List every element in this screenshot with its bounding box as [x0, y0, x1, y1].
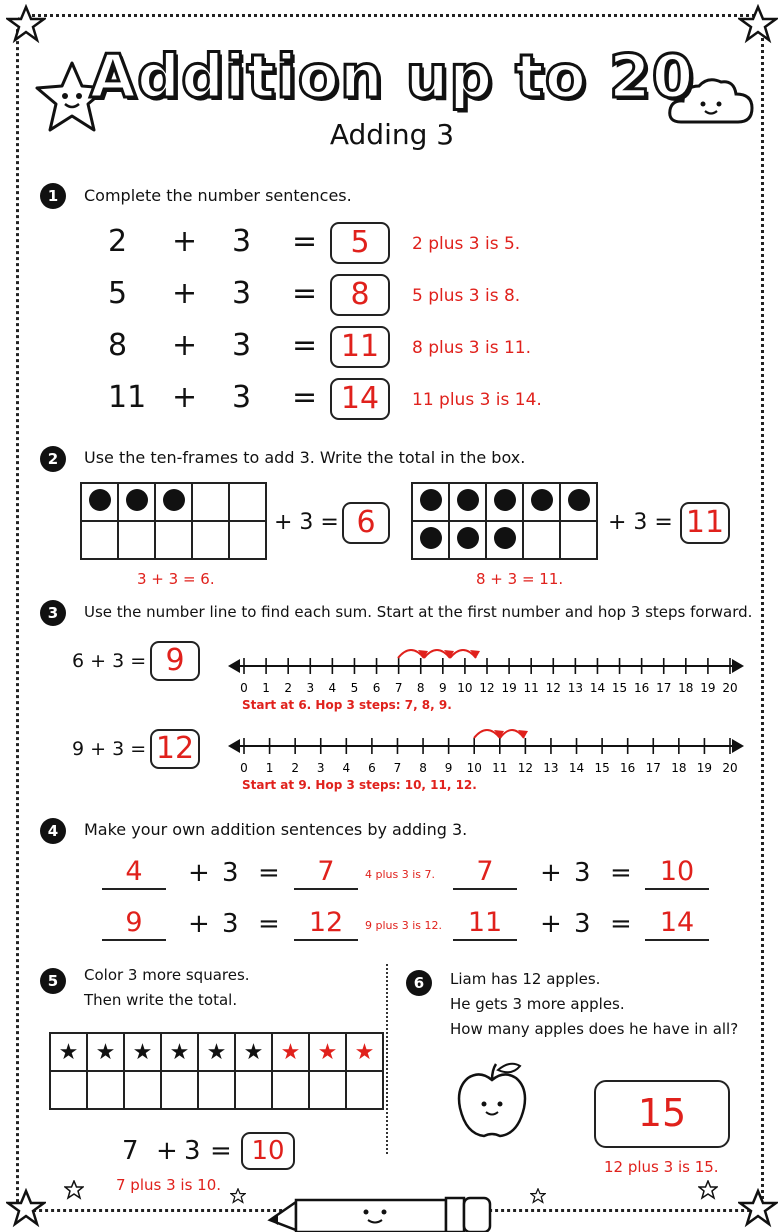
- blank-sum[interactable]: 14: [645, 907, 709, 941]
- equals-sign: =: [610, 909, 632, 939]
- number-line-label: 7: [393, 761, 402, 775]
- number-line-label: 19: [501, 681, 517, 695]
- number-line-label: 1: [262, 681, 270, 695]
- number-line-label: 18: [678, 681, 694, 695]
- section-5-badge: 5: [40, 968, 66, 994]
- black-star-icon: ★: [50, 1033, 87, 1071]
- ten-frame-note: 3 + 3 = 6.: [137, 570, 215, 588]
- red-star-icon[interactable]: ★: [272, 1033, 309, 1071]
- equals-sign: =: [258, 858, 280, 888]
- blank-sum[interactable]: 7: [294, 856, 358, 890]
- plus-sign: +: [172, 224, 198, 259]
- number-line-label: 2: [284, 681, 293, 695]
- addend-a: 11: [108, 380, 147, 415]
- small-star-icon: [698, 1180, 718, 1200]
- section-3-instruction: Use the number line to find each sum. Start at the first number and hop 3 steps forward.: [84, 603, 753, 621]
- corner-star-icon: [738, 4, 778, 44]
- ten-frame: [80, 482, 267, 560]
- plus-sign: +: [188, 909, 210, 939]
- number-line-label: 19: [696, 761, 713, 775]
- page-subtitle: Adding 3: [329, 118, 455, 151]
- addend-three: 3: [574, 909, 591, 939]
- number-line-label: 12: [545, 681, 561, 695]
- blank-sum[interactable]: 12: [294, 907, 358, 941]
- section-5-instruction-2: Then write the total.: [84, 991, 238, 1009]
- equals-sign: =: [210, 1136, 232, 1166]
- section-6-badge: 6: [406, 970, 432, 996]
- number-line-label: 4: [342, 761, 351, 775]
- ten-frame-expression: + 3 =: [608, 510, 673, 535]
- addend-b: 3: [232, 276, 252, 311]
- number-line-label: 17: [656, 681, 672, 695]
- addend-a: 2: [108, 224, 128, 259]
- number-line-label: 3: [306, 681, 315, 695]
- equals-sign: =: [292, 224, 318, 259]
- ten-frame-note: 8 + 3 = 11.: [476, 570, 564, 588]
- page-title: Addition up to 20: [89, 42, 695, 112]
- number-line-answer-box[interactable]: 12: [150, 729, 200, 769]
- answer-box[interactable]: 11: [330, 326, 390, 368]
- sentence-note: 4 plus 3 is 7.: [365, 868, 436, 881]
- number-line-expression: 9 + 3 =: [72, 738, 147, 760]
- number-line-label: 3: [316, 761, 325, 775]
- small-star-icon: [230, 1188, 246, 1204]
- section-divider: [386, 964, 388, 1154]
- section-2-instruction: Use the ten-frames to add 3. Write the total in the box.: [84, 448, 526, 467]
- addend-three: 3: [222, 858, 239, 888]
- section-4-badge: 4: [40, 818, 66, 844]
- black-star-icon: ★: [161, 1033, 198, 1071]
- equals-sign: =: [258, 909, 280, 939]
- number-line-label: 20: [722, 761, 738, 775]
- equals-sign: =: [610, 858, 632, 888]
- plus-sign: +: [156, 1136, 178, 1166]
- number-line-label: 20: [722, 681, 738, 695]
- answer-box[interactable]: 14: [330, 378, 390, 420]
- plus-sign: +: [540, 858, 562, 888]
- section-2-badge: 2: [40, 446, 66, 472]
- expr-a: 7: [122, 1136, 139, 1166]
- corner-star-icon: [6, 1188, 46, 1228]
- number-line-label: 8: [419, 761, 427, 775]
- number-line-label: 16: [633, 681, 650, 695]
- number-line-label: 13: [543, 761, 559, 775]
- number-line-label: 16: [620, 761, 636, 775]
- corner-star-icon: [6, 4, 46, 44]
- plus-sign: +: [172, 276, 198, 311]
- black-star-icon: ★: [198, 1033, 235, 1071]
- number-line-label: 18: [671, 761, 687, 775]
- red-star-icon[interactable]: ★: [309, 1033, 346, 1071]
- red-star-icon[interactable]: ★: [346, 1033, 383, 1071]
- number-line-label: 9: [444, 761, 453, 775]
- black-star-icon: ★: [87, 1033, 124, 1071]
- section-1-instruction: Complete the number sentences.: [84, 186, 352, 205]
- expr-b: 3: [184, 1136, 201, 1166]
- plus-sign: +: [188, 858, 210, 888]
- problem-line-3: How many apples does he have in all?: [450, 1020, 739, 1038]
- addend-three: 3: [222, 909, 239, 939]
- number-line-note: Start at 6. Hop 3 steps: 7, 8, 9.: [242, 698, 452, 712]
- small-star-icon: [64, 1180, 84, 1200]
- number-line-label: 7: [394, 681, 403, 695]
- number-line-label: 4: [328, 681, 337, 695]
- addend-b: 3: [232, 328, 252, 363]
- apple-icon: [452, 1058, 532, 1142]
- blank-addend[interactable]: 7: [453, 856, 517, 890]
- plus-sign: +: [172, 380, 198, 415]
- addend-three: 3: [574, 858, 591, 888]
- apple-answer: 15: [637, 1091, 687, 1135]
- number-line-label: 5: [350, 681, 359, 695]
- number-line-label: 0: [240, 761, 248, 775]
- number-line-label: 12: [479, 681, 495, 695]
- answer-box[interactable]: 5: [330, 222, 390, 264]
- number-line-label: 14: [589, 681, 606, 695]
- number-line-answer-box[interactable]: 9: [150, 641, 200, 681]
- equals-sign: =: [292, 380, 318, 415]
- number-line-label: 10: [466, 761, 482, 775]
- corner-star-icon: [738, 1188, 778, 1228]
- section-3-badge: 3: [40, 600, 66, 626]
- number-line-note: Start at 9. Hop 3 steps: 10, 11, 12.: [242, 778, 477, 792]
- number-line-label: 15: [611, 681, 628, 695]
- answer-box[interactable]: 8: [330, 274, 390, 316]
- problem-line-1: Liam has 12 apples.: [450, 970, 601, 988]
- ten-frame: [411, 482, 598, 560]
- number-line-label: 15: [594, 761, 610, 775]
- number-line-label: 0: [240, 681, 248, 695]
- number-line-label: 19: [700, 681, 716, 695]
- problem-line-2: He gets 3 more apples.: [450, 995, 625, 1013]
- blank-sum[interactable]: 10: [645, 856, 709, 890]
- number-line-label: 9: [438, 681, 447, 695]
- star-strip: [49, 1032, 384, 1110]
- answer-note: 8 plus 3 is 11.: [412, 338, 532, 358]
- addend-a: 5: [108, 276, 128, 311]
- blank-addend[interactable]: 9: [102, 907, 166, 941]
- plus-sign: +: [540, 909, 562, 939]
- section-5-instruction-1: Color 3 more squares.: [84, 966, 250, 984]
- number-line-label: 6: [372, 681, 381, 695]
- number-line-label: 12: [517, 761, 534, 775]
- section-4-instruction: Make your own addition sentences by adding 3.: [84, 820, 468, 839]
- number-line-label: 2: [291, 761, 299, 775]
- black-star-icon: ★: [235, 1033, 272, 1071]
- section-1-badge: 1: [40, 183, 66, 209]
- number-line-label: 10: [457, 681, 473, 695]
- ten-frame-answer-box[interactable]: 6: [342, 502, 390, 544]
- equals-sign: =: [292, 276, 318, 311]
- answer-note: 2 plus 3 is 5.: [412, 234, 521, 254]
- number-line-expression: 6 + 3 =: [72, 650, 147, 672]
- smiling-pencil-icon: [266, 1180, 496, 1232]
- addend-b: 3: [232, 224, 252, 259]
- blank-addend[interactable]: 11: [453, 907, 517, 941]
- total-note: 7 plus 3 is 10.: [116, 1176, 222, 1194]
- answer-note: 11 plus 3 is 14.: [412, 390, 542, 410]
- ten-frame-answer-box[interactable]: 11: [680, 502, 730, 544]
- black-star-icon: ★: [124, 1033, 161, 1071]
- number-line-label: 11: [523, 681, 539, 695]
- addend-b: 3: [232, 380, 252, 415]
- equals-sign: =: [292, 328, 318, 363]
- number-line-label: 13: [567, 681, 584, 695]
- apple-answer-box[interactable]: [594, 1080, 730, 1148]
- number-line-label: 1: [265, 761, 274, 775]
- blank-addend[interactable]: 4: [102, 856, 166, 890]
- sentence-note: 9 plus 3 is 12.: [365, 919, 443, 932]
- number-line-label: 8: [416, 681, 425, 695]
- small-star-icon: [530, 1188, 546, 1204]
- apple-note: 12 plus 3 is 15.: [604, 1158, 719, 1176]
- number-line-label: 14: [568, 761, 585, 775]
- total-answer-box[interactable]: 10: [241, 1132, 295, 1170]
- plus-sign: +: [172, 328, 198, 363]
- answer-note: 5 plus 3 is 8.: [412, 286, 521, 306]
- ten-frame-expression: + 3 =: [274, 510, 339, 535]
- number-line-label: 6: [368, 761, 376, 775]
- number-line-label: 17: [645, 761, 661, 775]
- addend-a: 8: [108, 328, 128, 363]
- number-line-label: 11: [492, 761, 508, 775]
